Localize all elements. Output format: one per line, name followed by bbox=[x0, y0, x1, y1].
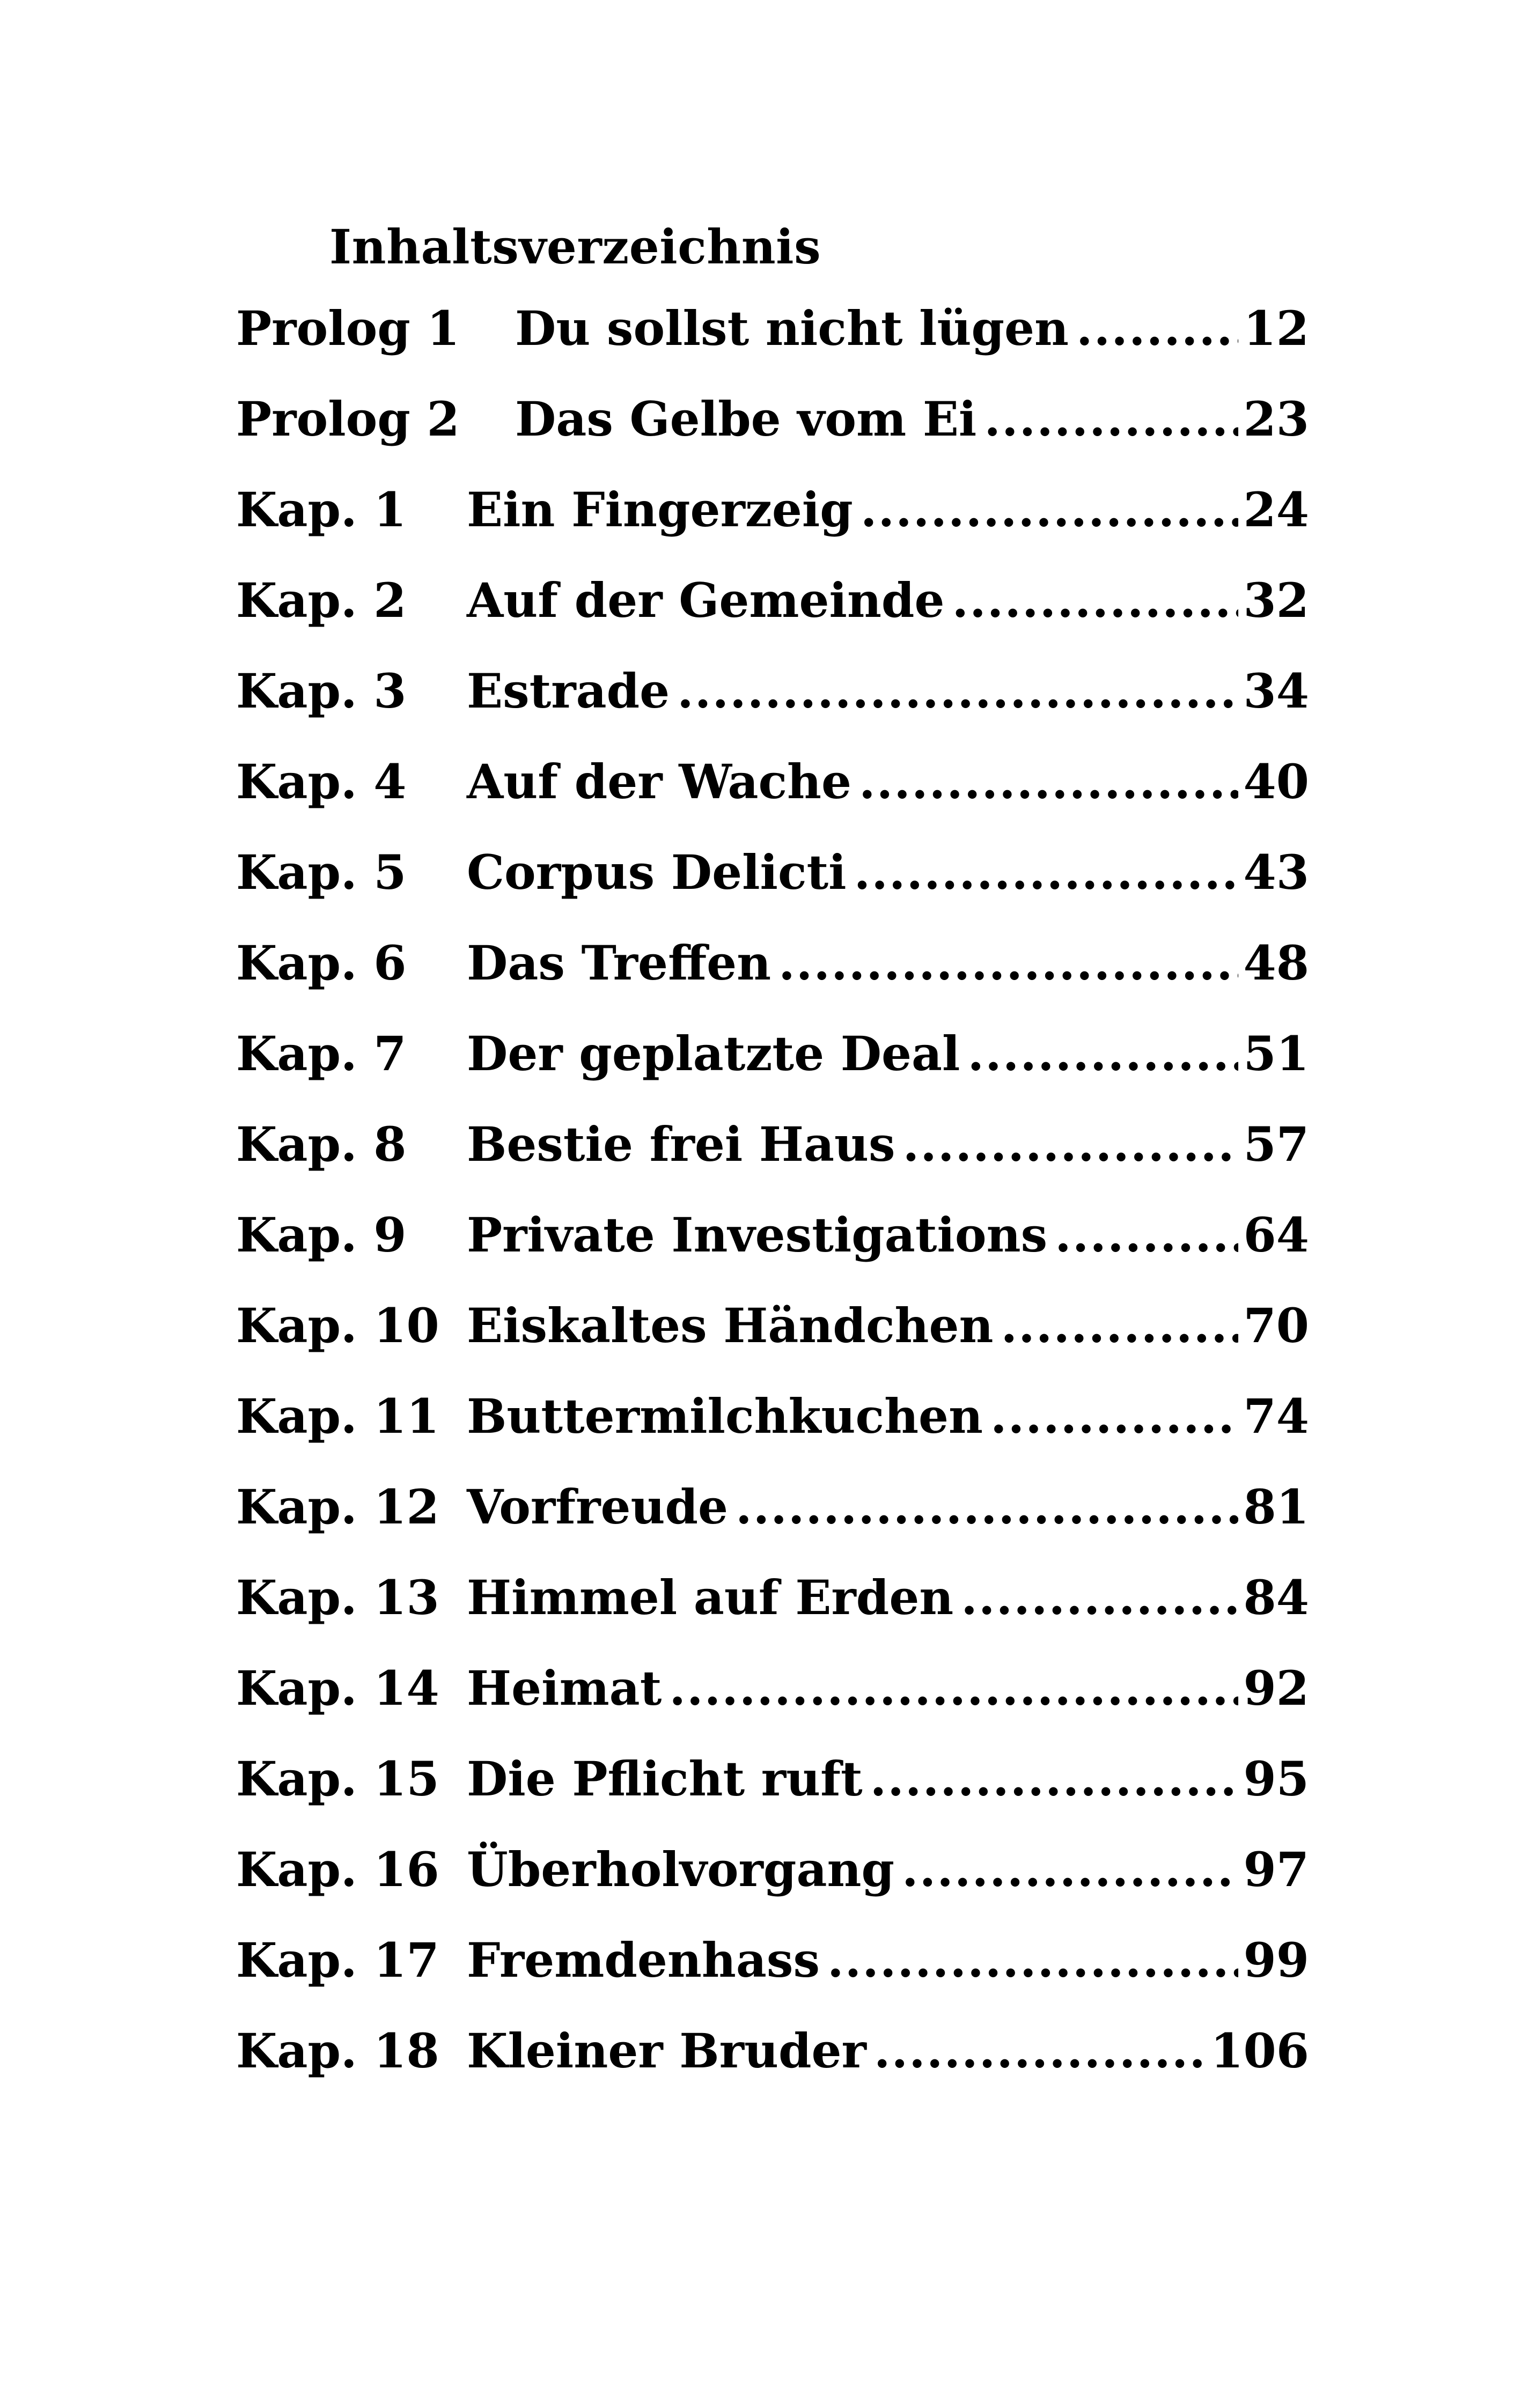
toc-entry-label: Kap. 9 bbox=[236, 1207, 407, 1263]
toc-entry-page: 43 bbox=[1243, 844, 1309, 900]
toc-entry-label: Prolog 1 bbox=[236, 300, 460, 356]
toc-entry-chapter: Himmel auf Erden bbox=[467, 1570, 954, 1625]
toc-entry-page: 57 bbox=[1243, 1116, 1309, 1172]
toc-entry-chapter: Private Investigations bbox=[467, 1207, 1048, 1263]
toc-entry-chapter: Der geplatzte Deal bbox=[467, 1026, 960, 1081]
toc-entry-page: 40 bbox=[1243, 754, 1309, 809]
toc-dot-leader bbox=[870, 1751, 1238, 1807]
toc-dot-leader bbox=[903, 1116, 1238, 1172]
toc-entry bbox=[236, 391, 1309, 482]
toc-entry-page: 74 bbox=[1243, 1388, 1309, 1444]
toc-dot-leader bbox=[874, 2023, 1205, 2079]
toc-entry bbox=[236, 2023, 1309, 2114]
toc-dot-leader bbox=[967, 1026, 1238, 1081]
toc-entry-chapter: Kleiner Bruder bbox=[467, 2023, 866, 2079]
toc-entry-chapter: Überholvorgang bbox=[467, 1842, 894, 1897]
toc-entry-page: 92 bbox=[1243, 1660, 1309, 1716]
toc-list bbox=[236, 300, 1309, 2114]
toc-entry bbox=[236, 1298, 1309, 1388]
toc-entry-page: 97 bbox=[1243, 1842, 1309, 1897]
toc-entry-page: 84 bbox=[1243, 1570, 1309, 1625]
toc-entry-label: Kap. 4 bbox=[236, 754, 407, 809]
toc-entry-chapter: Auf der Gemeinde bbox=[467, 572, 945, 628]
toc-entry-page: 12 bbox=[1243, 300, 1309, 356]
toc-entry-chapter: Bestie frei Haus bbox=[467, 1116, 895, 1172]
toc-entry-label: Kap. 10 bbox=[236, 1298, 439, 1353]
toc-dot-leader bbox=[827, 1932, 1238, 1988]
toc-entry-label: Kap. 12 bbox=[236, 1479, 439, 1535]
toc-entry bbox=[236, 1751, 1309, 1842]
toc-entry bbox=[236, 482, 1309, 572]
toc-entry-label: Kap. 11 bbox=[236, 1388, 439, 1444]
toc-dot-leader bbox=[854, 844, 1238, 900]
toc-entry-label: Kap. 8 bbox=[236, 1116, 407, 1172]
toc-entry-chapter: Auf der Wache bbox=[467, 754, 852, 809]
toc-entry-page: 23 bbox=[1243, 391, 1309, 447]
toc-entry-label: Kap. 6 bbox=[236, 935, 407, 991]
toc-entry-chapter: Heimat bbox=[467, 1660, 662, 1716]
toc-entry bbox=[236, 572, 1309, 663]
toc-entry bbox=[236, 844, 1309, 935]
toc-entry-chapter: Das Treffen bbox=[467, 935, 771, 991]
toc-entry-page: 51 bbox=[1243, 1026, 1309, 1081]
toc-dot-leader bbox=[1055, 1207, 1238, 1263]
toc-entry-label: Prolog 2 bbox=[236, 391, 460, 447]
toc-entry bbox=[236, 935, 1309, 1026]
toc-entry-label: Kap. 13 bbox=[236, 1570, 439, 1625]
toc-dot-leader bbox=[902, 1842, 1238, 1897]
toc-dot-leader bbox=[778, 935, 1238, 991]
toc-dot-leader bbox=[736, 1479, 1238, 1535]
toc-dot-leader bbox=[984, 391, 1238, 447]
toc-dot-leader bbox=[859, 754, 1238, 809]
toc-entry-page: 81 bbox=[1243, 1479, 1309, 1535]
toc-entry-chapter: Die Pflicht ruft bbox=[467, 1751, 863, 1807]
toc-entry bbox=[236, 1660, 1309, 1751]
toc-entry-page: 24 bbox=[1243, 482, 1309, 537]
toc-entry-label: Kap. 18 bbox=[236, 2023, 439, 2079]
toc-entry bbox=[236, 663, 1309, 754]
toc-entry-label: Kap. 7 bbox=[236, 1026, 407, 1081]
toc-entry-chapter: Fremdenhass bbox=[467, 1932, 820, 1988]
toc-entry-label: Kap. 2 bbox=[236, 572, 407, 628]
toc-entry-label: Kap. 16 bbox=[236, 1842, 439, 1897]
toc-entry-page: 70 bbox=[1243, 1298, 1309, 1353]
toc-entry bbox=[236, 1026, 1309, 1116]
toc-dot-leader bbox=[961, 1570, 1238, 1625]
toc-entry bbox=[236, 754, 1309, 844]
toc-dot-leader bbox=[990, 1388, 1238, 1444]
toc-entry-label: Kap. 14 bbox=[236, 1660, 439, 1716]
toc-entry-chapter: Du sollst nicht lügen bbox=[515, 300, 1069, 356]
toc-entry-page: 106 bbox=[1210, 2023, 1309, 2079]
toc-entry-chapter: Corpus Delicti bbox=[467, 844, 847, 900]
toc-entry-page: 64 bbox=[1243, 1207, 1309, 1263]
toc-entry-label: Kap. 5 bbox=[236, 844, 407, 900]
toc-entry-page: 32 bbox=[1243, 572, 1309, 628]
toc-entry-page: 34 bbox=[1243, 663, 1309, 719]
toc-entry-chapter: Vorfreude bbox=[467, 1479, 728, 1535]
toc-entry-page: 95 bbox=[1243, 1751, 1309, 1807]
toc-dot-leader bbox=[1076, 300, 1238, 356]
toc-dot-leader bbox=[952, 572, 1238, 628]
toc-entry-page: 48 bbox=[1243, 935, 1309, 991]
toc-entry-chapter: Buttermilchkuchen bbox=[467, 1388, 983, 1444]
toc-entry bbox=[236, 1116, 1309, 1207]
toc-dot-leader bbox=[669, 1660, 1238, 1716]
toc-entry bbox=[236, 1842, 1309, 1932]
toc-entry bbox=[236, 1388, 1309, 1479]
toc-entry-chapter: Eiskaltes Händchen bbox=[467, 1298, 994, 1353]
toc-entry-chapter: Das Gelbe vom Ei bbox=[515, 391, 977, 447]
toc-dot-leader bbox=[677, 663, 1238, 719]
toc-entry bbox=[236, 1570, 1309, 1660]
toc-entry bbox=[236, 300, 1309, 391]
toc-entry-label: Kap. 15 bbox=[236, 1751, 439, 1807]
toc-dot-leader bbox=[861, 482, 1238, 537]
toc-dot-leader bbox=[1001, 1298, 1238, 1353]
toc-entry-page: 99 bbox=[1243, 1932, 1309, 1988]
toc-entry-label: Kap. 1 bbox=[236, 482, 407, 537]
toc-entry-chapter: Estrade bbox=[467, 663, 670, 719]
toc-entry bbox=[236, 1479, 1309, 1570]
toc-entry-label: Kap. 3 bbox=[236, 663, 407, 719]
toc-entry bbox=[236, 1207, 1309, 1298]
toc-entry-label: Kap. 17 bbox=[236, 1932, 439, 1988]
toc-title: Inhaltsverzeichnis bbox=[329, 219, 821, 275]
toc-entry bbox=[236, 1932, 1309, 2023]
toc-entry-chapter: Ein Fingerzeig bbox=[467, 482, 853, 537]
